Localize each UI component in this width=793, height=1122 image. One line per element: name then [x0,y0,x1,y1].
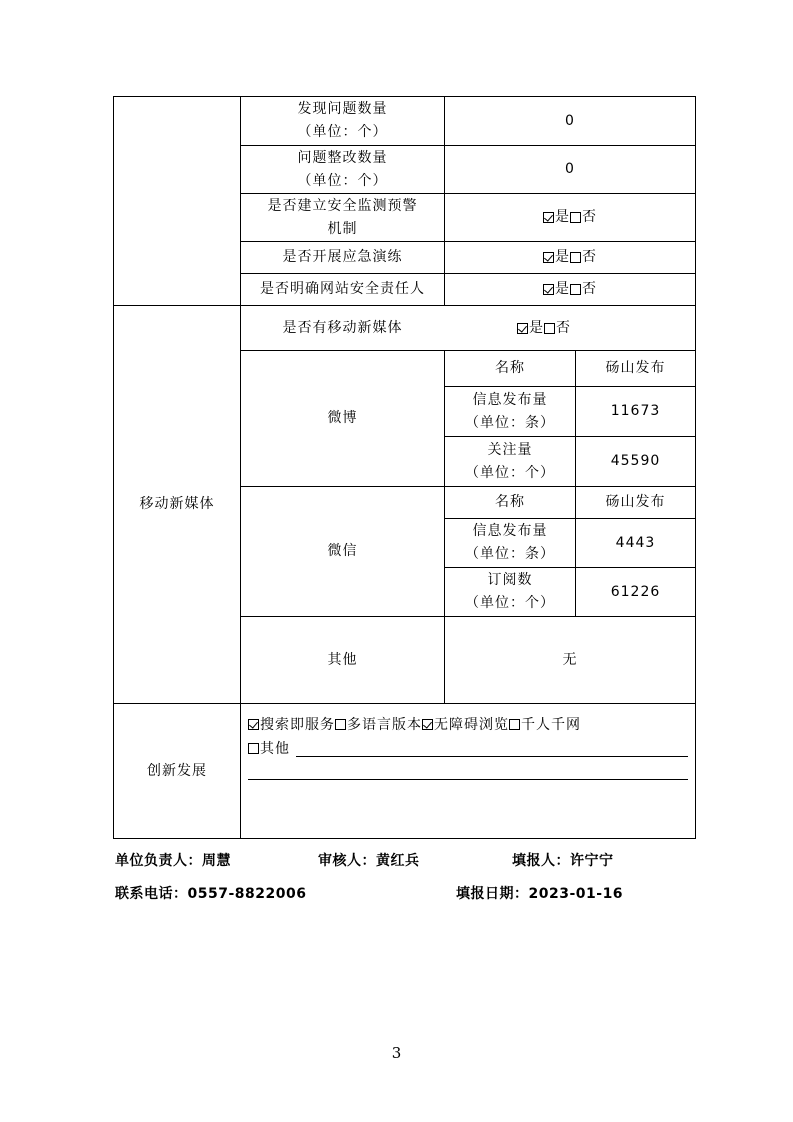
unchecked-box-icon[interactable] [509,719,520,730]
report-date: 填报日期：2023-01-16 [456,886,624,902]
other-underline [296,756,688,757]
checked-box-icon[interactable] [543,212,554,223]
other-media-value: 无 [562,651,578,668]
has-mobile-media-label: 是否有移动新媒体 [282,319,403,336]
weibo-posts-label: 信息发布量 （单位：条） [465,391,555,431]
unchecked-box-icon[interactable] [335,719,346,730]
emergency-drill-choice: 是 否 [445,242,695,273]
weibo-name-label: 名称 [495,360,525,376]
blank-underline [248,779,688,780]
monitoring-mechanism-label: 是否建立安全监测预警 机制 [267,197,418,237]
wechat-name-value: 砀山发布 [605,494,666,510]
innovation-options [248,714,693,736]
other-media-label: 其他 [327,651,358,668]
innovation-section-label: 创新发展 [147,762,207,779]
wechat-subscribers-label: 订阅数 （单位：个） [465,572,555,611]
checked-box-icon[interactable] [517,323,528,334]
issues-found-label: 发现问题数量 （单位：个） [297,101,388,140]
reviewer: 审核人：黄红兵 [318,853,420,869]
security-owner-choice: 是 否 [445,274,695,305]
wechat-label: 微信 [327,543,358,559]
option-search-as-service: 搜索即服务 [260,717,335,733]
emergency-drill-label: 是否开展应急演练 [282,249,403,265]
page-number: 3 [391,1044,402,1062]
innovation-other: 其他 [248,738,290,760]
checked-box-icon[interactable] [422,719,433,730]
wechat-name-label: 名称 [495,494,525,510]
wechat-posts-label: 信息发布量 （单位：条） [465,523,555,562]
issues-found-value: 0 [565,112,575,129]
checked-box-icon[interactable] [248,719,259,730]
contact-phone: 联系电话：0557-8822006 [115,886,307,902]
weibo-posts-value: 11673 [610,403,661,419]
wechat-posts-value: 4443 [615,534,656,551]
checked-box-icon[interactable] [543,252,554,263]
unit-head: 单位负责人：周慧 [115,853,231,869]
issues-fixed-label: 问题整改数量 （单位：个） [297,149,388,189]
filler: 填报人：许宁宁 [512,853,614,869]
weibo-followers-label: 关注量 （单位：个） [465,441,555,481]
unchecked-box-icon[interactable] [544,323,555,334]
unchecked-box-icon[interactable] [248,743,259,754]
option-personalized: 千人千网 [521,717,581,733]
checked-box-icon[interactable] [543,284,554,295]
unchecked-box-icon[interactable] [570,212,581,223]
unchecked-box-icon[interactable] [570,284,581,295]
security-owner-label: 是否明确网站安全责任人 [260,281,425,297]
mobile-media-section-label: 移动新媒体 [139,496,215,512]
monitoring-mechanism-choice: 是 否 [445,194,695,241]
weibo-followers-value: 45590 [610,453,661,469]
weibo-name-value: 砀山发布 [605,360,666,376]
unchecked-box-icon[interactable] [570,252,581,263]
option-multilingual: 多语言版本 [347,717,422,733]
has-mobile-media-choice: 是 否 [445,306,695,350]
weibo-label: 微博 [327,410,358,426]
issues-fixed-value: 0 [565,161,575,177]
option-accessibility: 无障碍浏览 [434,717,509,733]
wechat-subscribers-value: 61226 [610,583,661,600]
